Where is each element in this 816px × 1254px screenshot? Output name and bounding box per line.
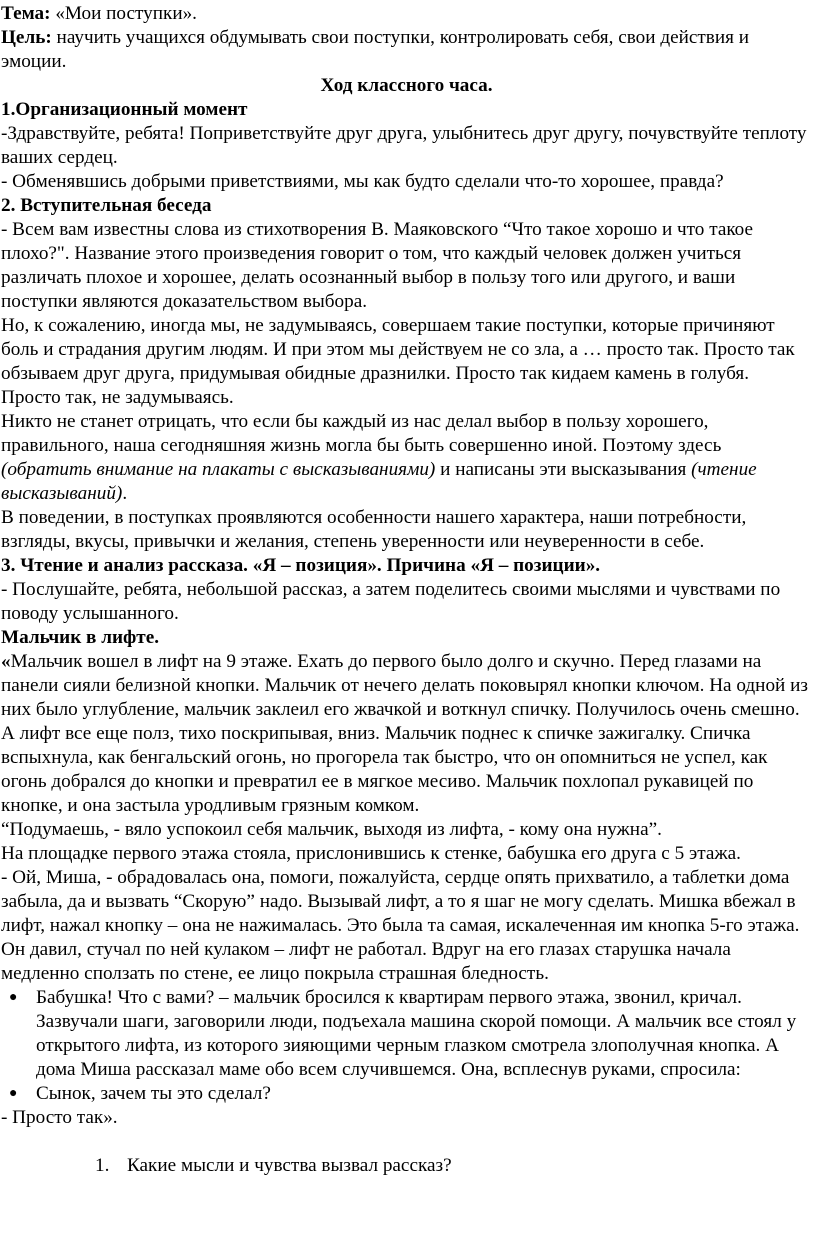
section2-paragraph-3: [1, 410, 812, 506]
story-bullet-list: [1, 986, 812, 1106]
section1-title: 1.Организационный момент: [1, 99, 248, 120]
spacer: [1, 1130, 812, 1154]
topic-label: Тема:: [1, 3, 51, 24]
story-ending: - Просто так».: [1, 1107, 118, 1128]
section2-paragraph-1: - Всем вам известны слова из стихотворения В. Маяковского “Что такое хорошо и что такое плохо?". Название этого произведения говорит о том, что каждый человек должен учиться различать плохое и хорошее, делать осознанный выбор в пользу того или другого, и ваши поступки являются доказательством выбора.: [1, 219, 754, 312]
topic-line: [1, 2, 812, 26]
section2-p3-text-c: .: [122, 483, 128, 504]
section2-p3-italic-2: (чтение высказываний): [1, 459, 757, 504]
story-paragraph-1: [1, 650, 812, 818]
story-title: Мальчик в лифте.: [1, 627, 160, 648]
story-quote-open: «: [1, 651, 11, 672]
topic-text: «Мои поступки».: [50, 3, 197, 24]
story-p1-text: Мальчик вошел в лифт на 9 этаже. Ехать до первого было долго и скучно. Перед глазами на панели сияли белизной кнопки. Мальчик от нечего делать поковырял кнопки ключом. На одной из них было углубление, мальчик заклеил его жвачкой и воткнул спичку. Получилось очень смешно. А лифт все еще полз, тихо поскрипывая, вниз. Мальчик поднес к спичке зажигалку. Спичка вспыхнула, как бенгальский огонь, но прогорела так быстро, что он опомниться не успел, как огонь добрался до кнопки и превратил ее в мягкое месиво. Мальчик похлопал рукавицей по кнопке, и она застыла уродливым грязным комком.: [1, 651, 808, 816]
questions-list: [1, 1154, 812, 1178]
bullet-icon: ●: [9, 1086, 18, 1101]
section1-paragraph-1: -Здравствуйте, ребята! Поприветствуйте друг друга, улыбнитесь друг другу, почувствуйте теплоту ваших сердец.: [1, 123, 807, 168]
story-paragraph-4: - Ой, Миша, - обрадовалась она, помоги, пожалуйста, сердце опять прихватило, а таблетки дома забыла, да и вызвать “Скорую” надо. Вызывай лифт, а то я шаг не могу сделать. Мишка вбежал в лифт, нажал кнопку – она не нажималась. Это была та самая, искалеченная им кнопка 5-го этажа. Он давил, стучал по ней кулаком – лифт не работал. Вдруг на его глазах старушка начала медленно сползать по стене, ее лицо покрыла страшная бледность.: [1, 867, 800, 984]
goal-text: научить учащихся обдумывать свои поступки, контролировать себя, свои действия и эмоции.: [1, 27, 749, 72]
bullet-text: Бабушка! Что с вами? – мальчик бросился к квартирам первого этажа, звонил, кричал. Зазвучали шаги, заговорили люди, подъехала машина скорой помощи. А мальчик все стоял у открытого лифта, из которого зияющими черным глазком смотрела злополучная кнопка. А дома Миша рассказал маме обо всем случившемся. Она, всплеснув руками, спросила:: [36, 987, 797, 1080]
goal-line: [1, 26, 812, 74]
bullet-text: Сынок, зачем ты это сделал?: [36, 1083, 271, 1104]
section2-p3-text-a: Никто не станет отрицать, что если бы каждый из нас делал выбор в пользу хорошего, правильного, наша сегодняшняя жизнь могла бы быть совершенно иной. Поэтому здесь: [1, 411, 722, 456]
list-item: [9, 1082, 812, 1106]
question-text: Какие мысли и чувства вызвал рассказ?: [127, 1155, 452, 1176]
section1-paragraph-2: - Обменявшись добрыми приветствиями, мы как будто сделали что-то хорошее, правда?: [1, 171, 724, 192]
bullet-icon: ●: [9, 990, 18, 1005]
section2-p3-italic-1: (обратить внимание на плакаты с высказываниями): [1, 459, 436, 480]
list-item: [9, 986, 812, 1082]
story-paragraph-3: На площадке первого этажа стояла, прислонившись к стенке, бабушка его друга с 5 этажа.: [1, 843, 741, 864]
section2-title: 2. Вступительная беседа: [1, 195, 212, 216]
section2-p3-text-b: и написаны эти высказывания: [435, 459, 692, 480]
page-heading: Ход классного часа.: [320, 75, 493, 96]
section2-paragraph-4: В поведении, в поступках проявляются особенности нашего характера, наши потребности, взгляды, вкусы, привычки и желания, степень уверенности или неуверенности в себе.: [1, 507, 747, 552]
story-paragraph-2: “Подумаешь, - вяло успокоил себя мальчик, выходя из лифта, - кому она нужна”.: [1, 819, 662, 840]
section3-paragraph-1: - Послушайте, ребята, небольшой рассказ, а затем поделитесь своими мыслями и чувствами по поводу услышанного.: [1, 579, 781, 624]
section2-paragraph-2: Но, к сожалению, иногда мы, не задумываясь, совершаем такие поступки, которые причиняют боль и страдания другим людям. И при этом мы действуем не со зла, а … просто так. Просто так обзываем друг друга, придумывая обидные дразнилки. Просто так кидаем камень в голубя. Просто так, не задумываясь.: [1, 315, 795, 408]
goal-label: Цель:: [1, 27, 52, 48]
question-item: [95, 1154, 812, 1178]
question-number: 1.: [95, 1155, 110, 1176]
section3-title: 3. Чтение и анализ рассказа. «Я – позиция». Причина «Я – позиции».: [1, 555, 601, 576]
